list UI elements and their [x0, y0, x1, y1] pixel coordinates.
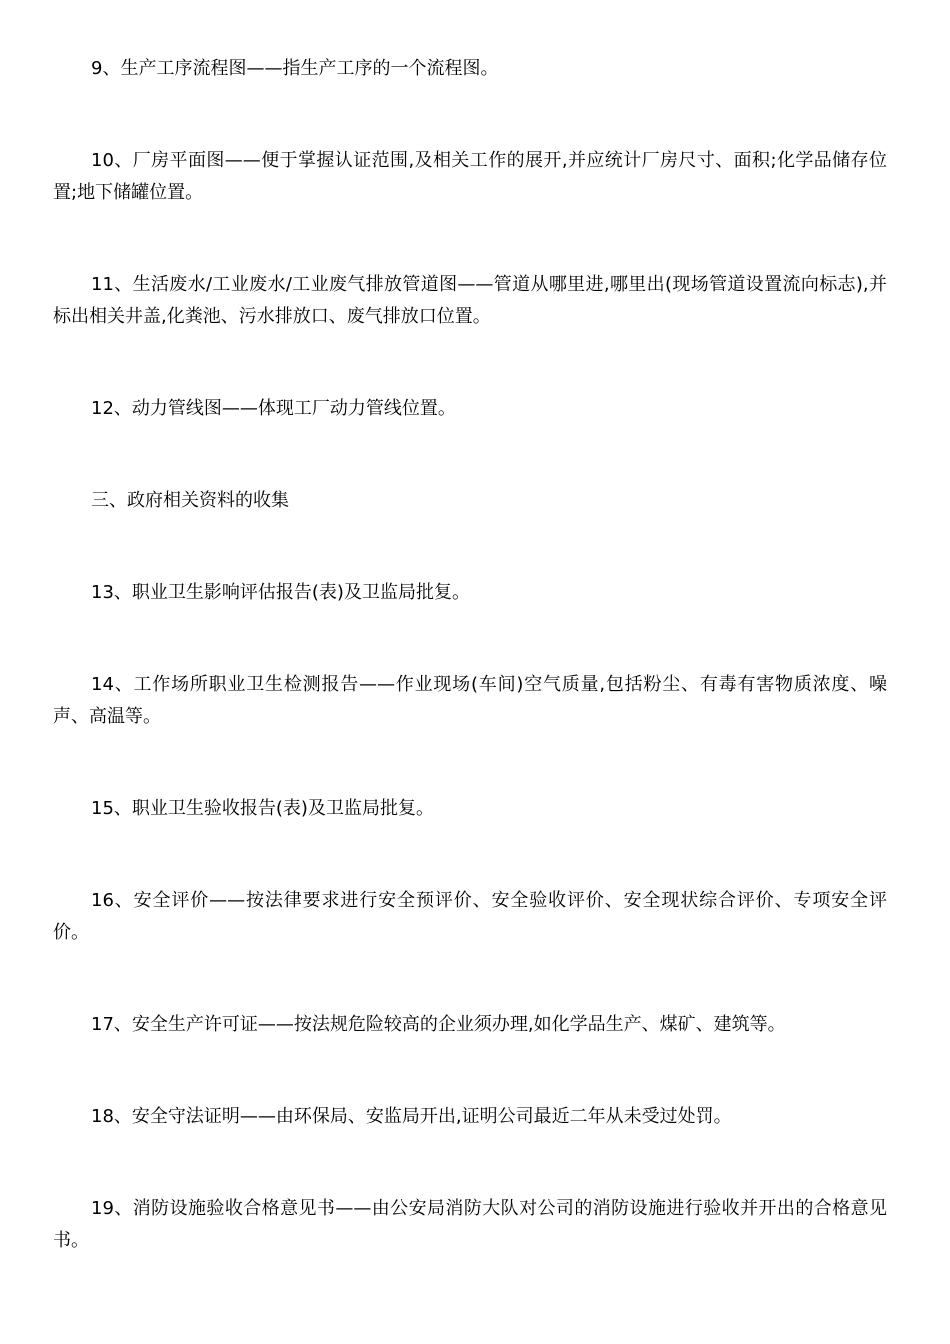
section-heading-government-docs: 三、政府相关资料的收集: [91, 490, 289, 511]
item-14-workplace-health-testing: 14、工作场所职业卫生检测报告——作业现场(车间)空气质量,包括粉尘、有毒有害物质浓度、噪声、高温等。: [53, 674, 887, 727]
item-9-production-flowchart: 9、生产工序流程图——指生产工序的一个流程图。: [91, 58, 499, 79]
item-10-plant-floor-plan: 10、厂房平面图——便于掌握认证范围,及相关工作的展开,并应统计厂房尺寸、面积;化学品储存位置;地下储罐位置。: [53, 150, 887, 203]
item-12-power-line-diagram: 12、动力管线图——体现工厂动力管线位置。: [91, 398, 456, 419]
item-18-law-compliance-certificate: 18、安全守法证明——由环保局、安监局开出,证明公司最近二年从未受过处罚。: [91, 1106, 732, 1127]
item-19-fire-acceptance-opinion: 19、消防设施验收合格意见书——由公安局消防大队对公司的消防设施进行验收并开出的合格意见书。: [53, 1198, 887, 1251]
item-17-safety-production-license: 17、安全生产许可证——按法规危险较高的企业须办理,如化学品生产、煤矿、建筑等。: [91, 1014, 786, 1035]
item-15-health-acceptance-report: 15、职业卫生验收报告(表)及卫监局批复。: [91, 798, 434, 819]
item-13-occupational-health-assessment: 13、职业卫生影响评估报告(表)及卫监局批复。: [91, 582, 470, 603]
item-11-discharge-pipeline-diagram: 11、生活废水/工业废水/工业废气排放管道图——管道从哪里进,哪里出(现场管道设置流向标志),并标出相关井盖,化粪池、污水排放口、废气排放口位置。: [53, 274, 887, 327]
item-16-safety-evaluation: 16、安全评价——按法律要求进行安全预评价、安全验收评价、安全现状综合评价、专项安全评价。: [53, 890, 887, 943]
